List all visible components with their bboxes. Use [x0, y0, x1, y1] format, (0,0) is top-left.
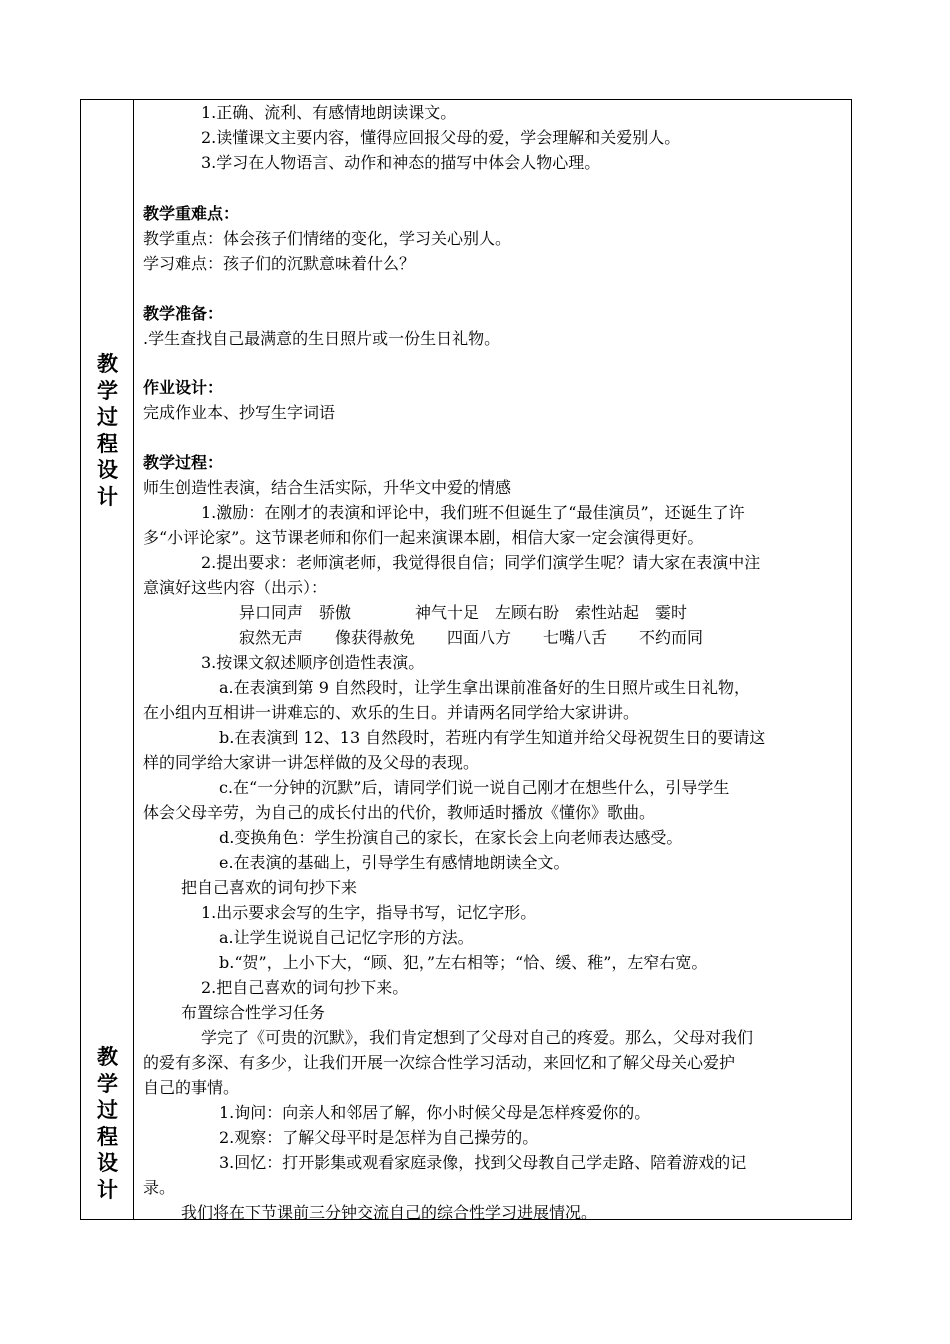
- text-line: 寂然无声 像获得赦免 四面八方 七嘴八舌 不约而同: [239, 628, 704, 647]
- section-label-char: 过: [97, 1098, 118, 1122]
- text-line: 1.询问：向亲人和邻居了解，你小时候父母是怎样疼爱你的。: [219, 1103, 651, 1122]
- text-line: a.让学生说说自己记忆字形的方法。: [219, 928, 474, 947]
- text-line: a.在表演到第 9 自然段时，让学生拿出课前准备好的生日照片或生日礼物，: [219, 678, 750, 697]
- text-line: 我们将在下节课前三分钟交流自己的综合性学习进展情况。: [181, 1203, 598, 1222]
- lesson-plan-table: [80, 99, 852, 1220]
- text-line: 2.读懂课文主要内容，懂得应回报父母的爱，学会理解和关爱别人。: [201, 128, 681, 147]
- section-label-char: 设: [97, 458, 118, 482]
- text-line: d.变换角色：学生扮演自己的家长，在家长会上向老师表达感受。: [219, 828, 683, 847]
- text-line: 的爱有多深、有多少，让我们开展一次综合性学习活动，来回忆和了解父母关心爱护: [143, 1053, 736, 1072]
- text-line: b.“贺”，上小下大，“顾、犯，”左右相等；“恰、缓、稚”，左窄右宽。: [219, 953, 708, 972]
- text-line: 学完了《可贵的沉默》，我们肯定想到了父母对自己的疼爱。那么，父母对我们: [201, 1028, 754, 1047]
- section-heading: 教学重难点：: [143, 204, 240, 223]
- section-heading: 教学过程：: [143, 453, 224, 472]
- section-label-char: 教: [97, 1045, 118, 1069]
- text-line: 教学重点：体会孩子们情绪的变化，学习关心别人。: [143, 229, 512, 248]
- text-line: 自己的事情。: [143, 1078, 240, 1097]
- text-line: 在小组内互相讲一讲难忘的、欢乐的生日。并请两名同学给大家讲讲。: [143, 703, 640, 722]
- text-line: 样的同学给大家讲一讲怎样做的及父母的表现。: [143, 753, 480, 772]
- text-line: c.在“一分钟的沉默”后，请同学们说一说自己刚才在想些什么，引导学生: [219, 778, 730, 797]
- section-label-char: 计: [97, 1177, 118, 1202]
- text-line: 3.回忆：打开影集或观看家庭录像，找到父母教自己学走路、陪着游戏的记: [219, 1153, 747, 1172]
- text-line: 2.提出要求：老师演老师，我觉得很自信；同学们演学生呢？请大家在表演中注: [201, 553, 761, 572]
- text-line: 体会父母辛劳，为自己的成长付出的代价，教师适时播放《懂你》歌曲。: [143, 803, 656, 822]
- text-line: b.在表演到 12、13 自然段时，若班内有学生知道并给父母祝贺生日的要请这: [219, 728, 766, 747]
- section-label-char: 过: [97, 405, 118, 429]
- text-line: 异口同声 骄傲 神气十足 左顾右盼 索性站起 霎时: [239, 603, 688, 622]
- text-line: 3.学习在人物语言、动作和神态的描写中体会人物心理。: [201, 153, 601, 172]
- section-label-column: [81, 100, 134, 1219]
- section-label-char: 设: [97, 1151, 118, 1175]
- section-label-char: 程: [97, 1124, 118, 1149]
- section-label-upper: [81, 351, 134, 510]
- text-line: 1.出示要求会写的生字，指导书写，记忆字形。: [201, 903, 537, 922]
- section-heading: 教学准备：: [143, 304, 224, 323]
- section-label-char: 学: [97, 1071, 118, 1096]
- text-line: 学习难点：孩子们的沉默意味着什么？: [143, 254, 416, 273]
- text-line: 多“小评论家”。这节课老师和你们一起来演课本剧，相信大家一定会演得更好。: [143, 528, 704, 547]
- section-label-char: 教: [97, 352, 118, 376]
- section-heading: 作业设计：: [143, 378, 224, 397]
- text-line: 布置综合性学习任务: [181, 1003, 326, 1022]
- text-line: e.在表演的基础上，引导学生有感情地朗读全文。: [219, 853, 570, 872]
- section-label-char: 程: [97, 431, 118, 456]
- text-line: 2.观察：了解父母平时是怎样为自己操劳的。: [219, 1128, 539, 1147]
- section-label-char: 计: [97, 484, 118, 509]
- text-line: 1.激励：在刚才的表演和评论中，我们班不但诞生了“最佳演员”，还诞生了许: [201, 503, 745, 522]
- section-label-char: 学: [97, 378, 118, 403]
- section-label-lower: [81, 1044, 134, 1203]
- text-line: 把自己喜欢的词句抄下来: [181, 878, 358, 897]
- text-line: .学生查找自己最满意的生日照片或一份生日礼物。: [143, 329, 501, 348]
- text-line: 师生创造性表演，结合生活实际，升华文中爱的情感: [143, 478, 512, 497]
- text-line: 1.正确、流利、有感情地朗读课文。: [201, 103, 457, 122]
- text-line: 意演好这些内容（出示）：: [143, 578, 328, 597]
- text-line: 完成作业本、抄写生字词语: [143, 403, 336, 422]
- text-line: 录。: [143, 1178, 176, 1197]
- text-line: 3.按课文叙述顺序创造性表演。: [201, 653, 425, 672]
- text-line: 2.把自己喜欢的词句抄下来。: [201, 978, 409, 997]
